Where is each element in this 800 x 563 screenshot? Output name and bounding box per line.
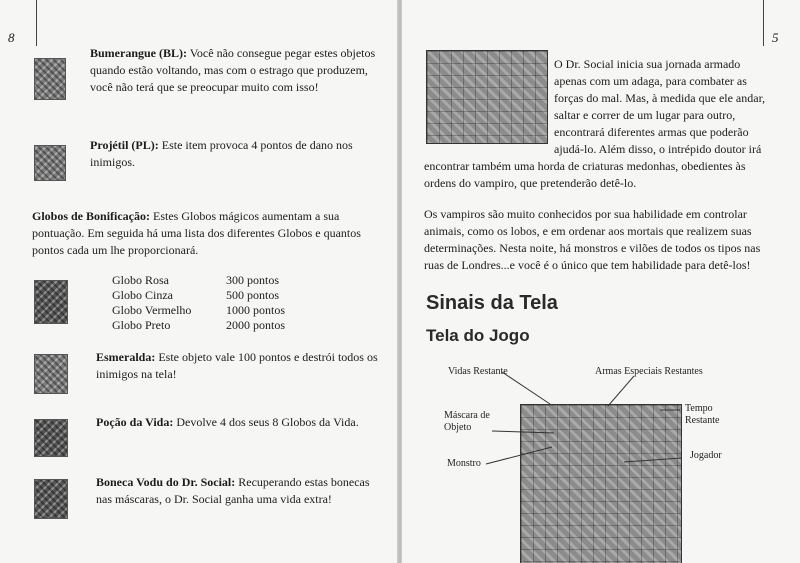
globe-name: Globo Preto [112,318,171,332]
globe-name: Globo Cinza [112,288,173,302]
projectile-icon [34,145,66,181]
globe-points: 2000 pontos [226,318,286,332]
table-row [112,303,285,318]
globes-description: Estes Globos mágicos aumentam a sua pontuação. Em seguida há uma lista dos diferentes Globos e quantos pontos cada um lhe proporcionará. [32,209,361,257]
boomerang-icon [34,58,66,100]
item-title: Poção da Vida: [96,415,174,429]
intro-text: O Dr. Social inicia sua jornada armado apenas com um adaga, para combater as forças do mal. Mas, à medida que ele andar, saltar e correr de um lugar para outro, encontrará diferentes armas que poderão ajudá-lo. Além disso, o intrépido doutor irá encontrar também uma horda de criaturas medonhas, obedientes às ordens do vampiro, que pretenderão detê-lo. [424,57,766,190]
item-description: Você não consegue pegar estes objetos quando estão voltando, mas com o estrago que produzem, você não terá que se preocupar muito com isso! [90,46,376,94]
item-description: Este item provoca 4 pontos de dano nos inimigos. [90,138,353,169]
globe-points: 300 pontos [226,273,280,287]
item-emerald [96,349,381,383]
left-page [0,0,398,563]
item-title: Esmeralda: [96,350,156,364]
table-row [112,288,285,303]
callout-player: Jogador [690,450,722,461]
item-voodoo-doll [96,474,381,508]
item-title: Boneca Vodu do Dr. Social: [96,475,236,489]
callout-special-weapons: Armas Especiais Restantes [595,366,703,377]
corner-rule [36,0,37,46]
item-description: Recuperando estas bonecas nas máscaras, o Dr. Social ganha uma vida extra! [96,475,370,506]
globes-table [112,273,285,333]
emerald-icon [34,354,68,394]
page-number-right: 5 [772,30,779,45]
right-page [402,0,800,563]
subsection-title: Tela do Jogo [426,326,530,345]
item-potion [96,414,381,431]
table-row [112,273,285,288]
callout-monster: Monstro [447,458,481,469]
globes-intro [32,208,377,259]
item-description: Este objeto vale 100 pontos e destrói todos os inimigos na tela! [96,350,378,381]
callout-time: Tempo Restante [685,403,720,426]
globe-points: 500 pontos [226,288,280,302]
callout-lives: Vidas Restante [448,366,508,377]
callout-mask: Máscara de Objeto [444,410,490,433]
item-title: Bumerangue (BL): [90,46,187,60]
globes-title: Globos de Bonificação: [32,209,151,223]
globe-points: 1000 pontos [226,303,286,317]
globe-name: Globo Rosa [112,273,169,287]
item-description: Devolve 4 dos seus 8 Globos da Vida. [176,415,359,429]
item-boomerang [90,45,380,96]
vampire-paragraph: Os vampiros são muito conhecidos por sua habilidade em controlar animais, como os lobos, e em ordenar aos mortais que realizem suas determinações. Nesta noite, há monstros e vilões de todos os tipos nas ruas de Londres...e você é o único que tem habilidade para detê-los! [424,207,761,272]
section-title: Sinais da Tela [426,292,558,314]
table-row [112,318,285,333]
globe-name: Globo Vermelho [112,303,192,317]
globe-icon [34,280,68,324]
voodoo-doll-icon [34,479,68,519]
item-title: Projétil (PL): [90,138,159,152]
callout-lines [402,0,800,563]
item-projectile [90,137,380,171]
potion-icon [34,419,68,457]
page-number-left: 8 [8,30,15,45]
